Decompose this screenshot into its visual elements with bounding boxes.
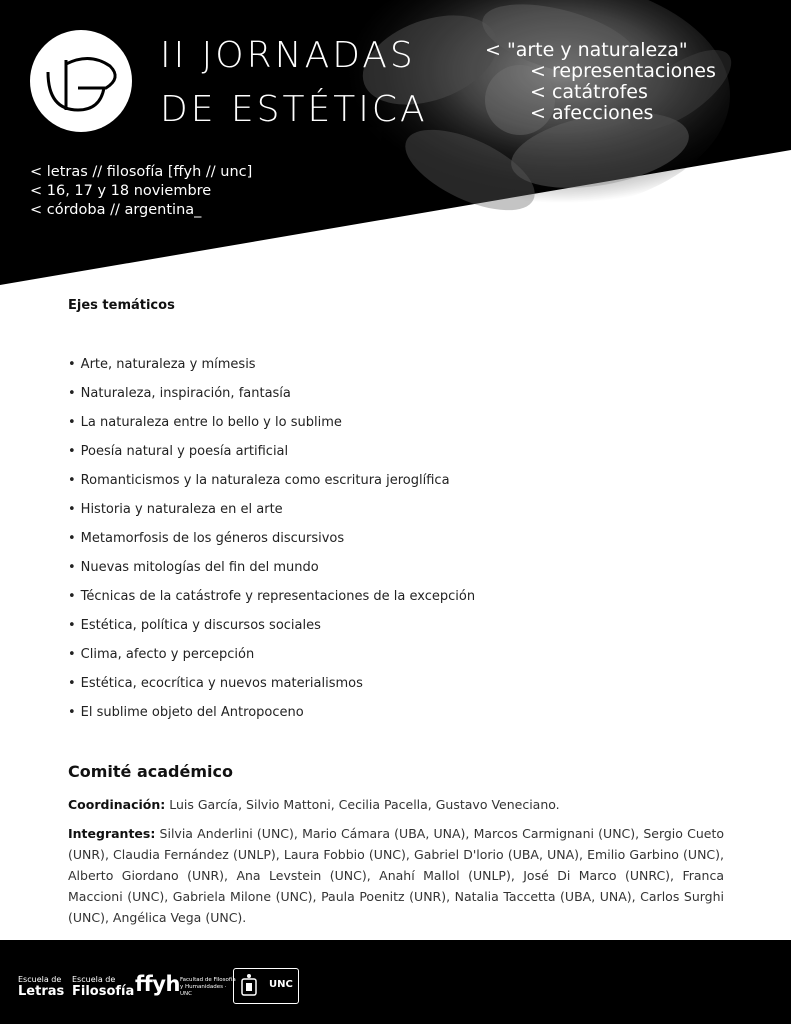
info-line3: < córdoba // argentina_ (30, 202, 202, 218)
tagline-line1: < "arte y naturaleza" (485, 39, 688, 61)
topic-item: • Nuevas mitologías del fin del mundo (68, 560, 319, 575)
bullet-icon: • (68, 502, 76, 517)
info-line1: < letras // filosofía [ffyh // unc] (30, 164, 253, 180)
ffyh-logo: ffyh (135, 972, 180, 996)
members-label: Integrantes: (68, 826, 156, 841)
section-title: Ejes temáticos (68, 298, 175, 313)
bullet-icon: • (68, 386, 76, 401)
topic-item: • Metamorfosis de los géneros discursivos (68, 531, 345, 546)
tagline-line3: < catátrofes (530, 81, 648, 103)
topic-item: • Historia y naturaleza en el arte (68, 502, 283, 517)
topic-item: • Naturaleza, inspiración, fantasía (68, 386, 291, 401)
bullet-icon: • (68, 705, 76, 720)
unc-logo: UNC (233, 968, 299, 1004)
event-title-line1: II JORNADAS (160, 35, 416, 76)
coordination-paragraph (68, 794, 724, 815)
tagline-line2: < representaciones (530, 60, 716, 82)
bullet-icon: • (68, 589, 76, 604)
topics-list (68, 350, 748, 727)
topic-item: • La naturaleza entre lo bello y lo sublime (68, 415, 342, 430)
info-line2: < 16, 17 y 18 noviembre (30, 183, 212, 199)
bullet-icon: • (68, 415, 76, 430)
topic-item: • Poesía natural y poesía artificial (68, 444, 289, 459)
committee-title: Comité académico (68, 762, 233, 781)
bullet-icon: • (68, 676, 76, 691)
bullet-icon: • (68, 444, 76, 459)
coordination-text: Luis García, Silvio Mattoni, Cecilia Pacella, Gustavo Veneciano. (169, 797, 560, 812)
je-monogram-icon (30, 30, 132, 132)
unc-crest-icon (239, 973, 259, 999)
bullet-icon: • (68, 618, 76, 633)
bullet-icon: • (68, 357, 76, 372)
ffyh-subtitle: Facultad de Filosofía y Humanidades · UNC (180, 977, 236, 997)
topic-item: • El sublime objeto del Antropoceno (68, 705, 304, 720)
bullet-icon: • (68, 647, 76, 662)
topic-item: • Estética, política y discursos sociales (68, 618, 321, 633)
topic-item: • Estética, ecocrítica y nuevos materialismos (68, 676, 363, 691)
bullet-icon: • (68, 531, 76, 546)
members-text: Silvia Anderlini (UNC), Mario Cámara (UBA, UNA), Marcos Carmignani (UNC), Sergio Cueto (UNR), Claudia Fernández (UNLP), Laura Fobbio (UNC), Gabriel D'lorio (UBA, UNA), Emilio Garbino (UNC), Alberto Giordano (UNR), Ana Levstein (UNC), Anahí Mallol (UNLP), José Di Marco (UNRC), Franca Maccioni (UNC), Gabriela Milone (UNC), Paula Poenitz (UNR), Natalia Taccetta (UBA, UNA), Carlos Surghi (UNC), Angélica Vega (UNC). (68, 826, 724, 925)
header-banner (0, 0, 791, 285)
bullet-icon: • (68, 560, 76, 575)
footer-bar (0, 940, 791, 1024)
tagline-line4: < afecciones (530, 102, 654, 124)
topic-item: • Clima, afecto y percepción (68, 647, 255, 662)
coordination-label: Coordinación: (68, 797, 166, 812)
topic-item: • Romanticismos y la naturaleza como escritura jeroglífica (68, 473, 450, 488)
bullet-icon: • (68, 473, 76, 488)
event-title-line2: DE ESTÉTICA (160, 89, 428, 130)
topic-item: • Técnicas de la catástrofe y representaciones de la excepción (68, 589, 476, 604)
escuela-letras-logo: Escuela de Letras (18, 975, 65, 999)
members-paragraph (68, 823, 724, 928)
topic-item: • Arte, naturaleza y mímesis (68, 357, 256, 372)
escuela-filosofia-logo: Escuela de Filosofía (72, 975, 135, 999)
